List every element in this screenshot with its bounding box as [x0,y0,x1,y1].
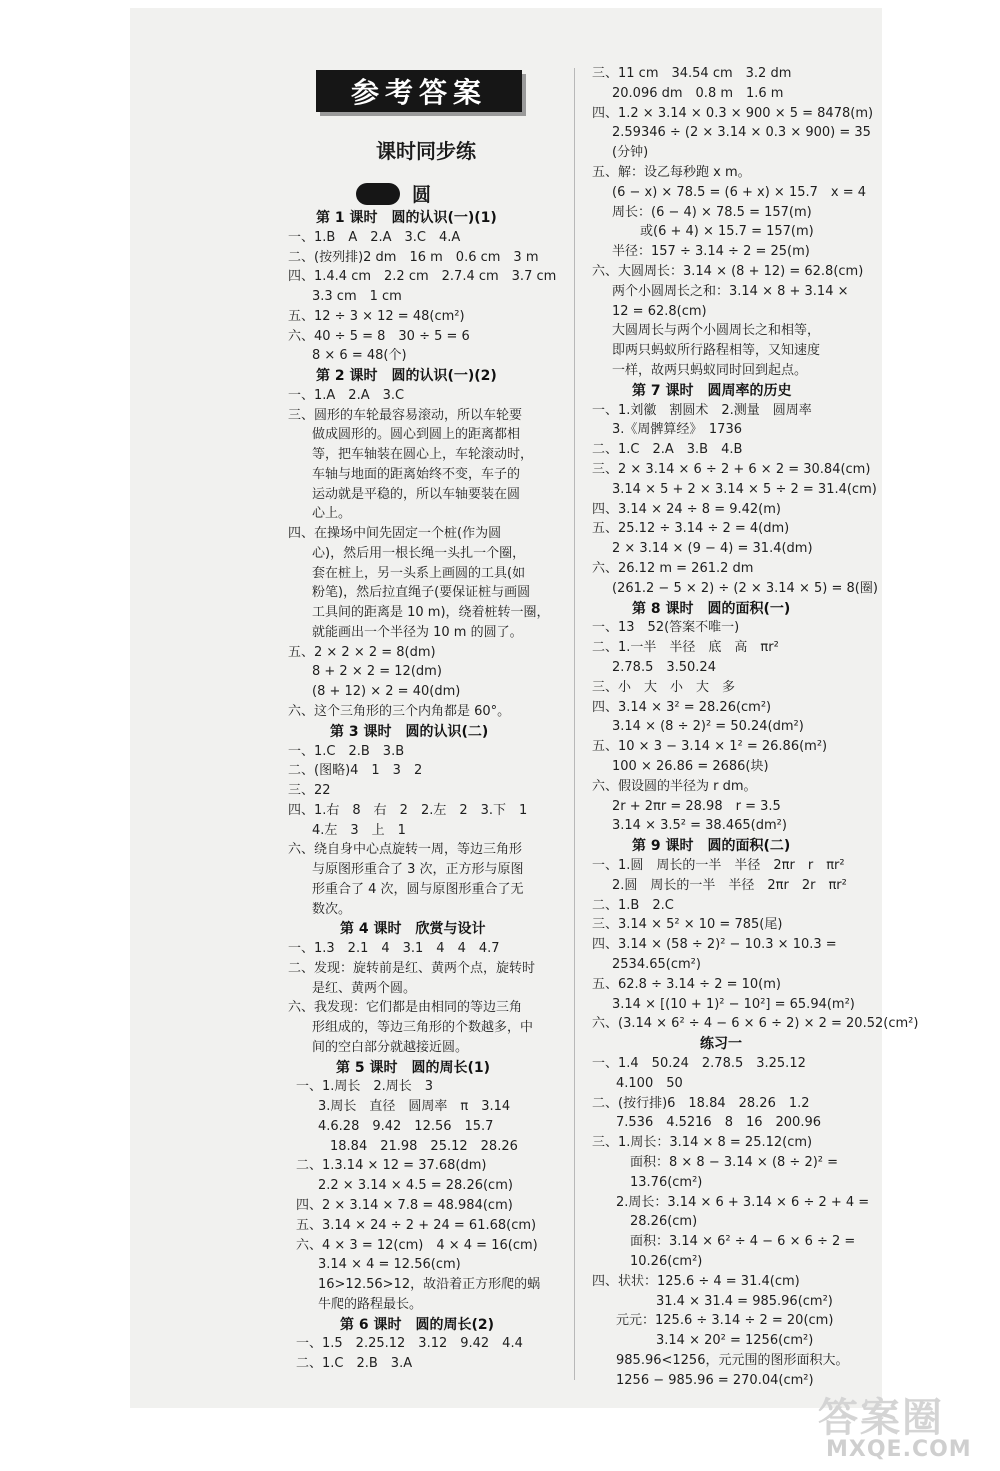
answer-line: 一、1.A 2.A 3.C [288,387,405,403]
watermark-url: MXQE.COM [826,1437,972,1462]
answer-line: 2.78.5 3.50.24 [612,660,716,675]
answer-line: (261.2 − 5 × 2) ÷ (2 × 3.14 × 5) = 8(圈) [612,580,878,596]
answer-line: 二、1.C 2.A 3.B 4.B [592,442,743,458]
answer-line: 数次。 [312,901,352,917]
answer-line: 三、22 [288,783,331,799]
answer-line: 六、40 ÷ 5 = 8 30 ÷ 5 = 6 [288,328,470,344]
answer-line: 10.26(cm²) [630,1254,703,1269]
answer-line: 8 × 6 = 48(个) [312,348,407,364]
answer-line: 面积：8 × 8 − 3.14 × (8 ÷ 2)² = [630,1155,839,1170]
answer-line: 二、(按行排)6 18.84 28.26 1.2 [592,1095,810,1111]
answer-line: 一、1.3 2.1 4 3.1 4 4 4.7 [288,941,500,957]
answer-line: 2.59346 ÷ (2 × 3.14 × 0.3 × 900) = 35 [612,125,871,141]
lesson-heading: 练习一 [700,1036,742,1053]
answer-line: 三、3.14 × 5² × 10 = 785(尾) [592,917,783,933]
answer-line: 2534.65(cm²) [612,957,701,972]
answer-line: 3.14 × 4 = 12.56(cm) [318,1257,461,1273]
unit-number-badge [356,183,400,205]
answer-line: 一、1.C 2.B 3.B [288,743,405,759]
answer-line: 二、(图略)4 1 3 2 [288,763,423,779]
answer-line: 31.4 × 31.4 = 985.96(cm²) [656,1293,833,1309]
answer-line: 一、13 52(答案不唯一) [592,620,740,636]
answer-line: 运动就是平稳的，所以车轴要装在圆 [312,486,521,502]
answer-line: 五、62.8 ÷ 3.14 ÷ 2 = 10(m) [592,976,781,992]
answer-line: 三、圆形的车轮最容易滚动，所以车轮要 [288,407,523,423]
answer-line: 形重合了 4 次，圆与原图形重合了无 [312,881,524,897]
answer-line: 12 = 62.8(cm) [612,303,707,319]
answer-line: 四、3.14 × 24 ÷ 8 = 9.42(m) [592,501,781,517]
answer-line: 3.14 × 20² = 1256(cm²) [656,1333,814,1349]
answer-line: 五、解：设乙每秒跑 x m。 [592,165,751,180]
answer-line: 3.14 × 5 + 2 × 3.14 × 5 ÷ 2 = 31.4(cm) [612,481,877,497]
answer-line: 2r + 2πr = 28.98 r = 3.5 [612,798,781,814]
answer-line: 一、1.刘徽 割圆术 2.测量 圆周率 [592,402,812,418]
answer-line: 8 + 2 × 2 = 12(dm) [312,664,442,680]
answer-line: (分钟) [612,145,649,161]
answer-line: 六、4 × 3 = 12(cm) 4 × 4 = 16(cm) [296,1237,538,1253]
answer-line: 二、发现：旋转前是红、黄两个点，旋转时 [288,960,536,976]
answer-line: 三、小 大 小 大 多 [592,679,736,695]
answer-line: 4.6.28 9.42 12.56 15.7 [318,1118,494,1134]
answer-line: 985.96<1256，元元围的图形面积大。 [616,1353,849,1368]
answer-line: 四、1.4.4 cm 2.2 cm 2.7.4 cm 3.7 cm [288,269,557,285]
answer-line: 五、3.14 × 24 ÷ 2 + 24 = 61.68(cm) [296,1217,537,1233]
answer-line: 二、1.一半 半径 底 高 πr² [592,640,779,656]
answer-line: 半径：157 ÷ 3.14 ÷ 2 = 25(m) [612,244,810,260]
answer-line: 3.14 × [(10 + 1)² − 10²] = 65.94(m²) [612,996,855,1012]
answer-line: 20.096 dm 0.8 m 1.6 m [612,85,784,101]
answer-line: 即两只蚂蚁所行路程相等，又知速度 [612,343,821,359]
answer-line: 2.2 × 3.14 × 4.5 = 28.26(cm) [318,1178,513,1194]
answer-line: 2 × 3.14 × (9 − 4) = 31.4(dm) [612,541,813,557]
answer-line: 2.周长：3.14 × 6 + 3.14 × 6 ÷ 2 + 4 = [616,1194,870,1210]
answer-line: 周长：(6 − 4) × 78.5 = 157(m) [612,204,812,220]
answer-line: 二、(按列排)2 dm 16 m 0.6 cm 3 m [288,249,539,265]
answer-line: 13.76(cm²) [630,1174,703,1190]
lesson-heading: 第 1 课时 圆的认识(一)(1) [316,210,497,226]
watermark-logo: 答案圈 [818,1395,944,1441]
answer-line: 三、2 × 3.14 × 6 ÷ 2 + 6 × 2 = 30.84(cm) [592,462,871,477]
answer-line: 1256 − 985.96 = 270.04(cm²) [616,1372,814,1388]
answer-line: 3.14 × 3.5² = 38.465(dm²) [612,818,787,834]
answer-line: 等，把车轴装在圆心上，车轮滚动时， [312,447,534,463]
answer-line: 或(6 + 4) × 15.7 = 157(m) [640,224,814,240]
answer-line: 一、1.圆 周长的一半 半径 2πr r πr² [592,858,845,873]
answer-line: 3.14 × (8 ÷ 2)² = 50.24(dm²) [612,719,804,735]
answer-line: 100 × 26.86 = 2686(块) [612,759,769,774]
answer-line: 四、2 × 3.14 × 7.8 = 48.984(cm) [296,1198,513,1213]
answer-line: 五、25.12 ÷ 3.14 ÷ 2 = 4(dm) [592,521,790,537]
lesson-heading: 第 7 课时 圆周率的历史 [632,382,792,399]
answer-line: 一、1.5 2.25.12 3.12 9.42 4.4 [296,1336,523,1352]
answer-line: 一、1.周长 2.周长 3 [296,1079,434,1095]
answer-line: 元元：125.6 ÷ 3.14 ÷ 2 = 20(cm) [616,1313,834,1329]
answer-line: 2.圆 周长的一半 半径 2πr 2r πr² [612,877,847,893]
answer-line: 车轴与地面的距离始终不变，车子的 [312,466,521,482]
answer-line: 四、3.14 × 3² = 28.26(cm²) [592,699,772,715]
unit-title: 圆 [412,184,432,206]
answer-line: 五、10 × 3 − 3.14 × 1² = 26.86(m²) [592,739,828,755]
answer-line: 四、1.右 8 右 2 2.左 2 3.下 1 [288,802,528,818]
answer-line: 心上。 [312,506,352,522]
answer-line: 一、1.4 50.24 2.78.5 3.25.12 [592,1056,806,1071]
answer-line: 三、1.周长：3.14 × 8 = 25.12(cm) [592,1135,813,1151]
answer-line: 套在桩上，另一头系上画圆的工具(如 [312,565,526,581]
answer-line: 7.536 4.5216 8 16 200.96 [616,1115,822,1131]
answer-line: (8 + 12) × 2 = 40(dm) [312,684,461,700]
answer-line: 3.3 cm 1 cm [312,289,402,305]
column-divider [574,68,575,1380]
section-subtitle: 课时同步练 [376,139,476,163]
answer-line: 18.84 21.98 25.12 28.26 [330,1138,518,1154]
answer-line: 做成圆形的。圆心到圆上的距离都相 [312,427,521,443]
lesson-heading: 第 9 课时 圆的面积(二) [632,838,791,855]
answer-line: 形组成的，等边三角形的个数越多，中 [312,1020,534,1036]
answer-key-title: 参考答案 [316,70,522,112]
answer-line: 心)，然后用一根长绳一头扎一个圈， [312,545,526,561]
answer-line: 三、11 cm 34.54 cm 3.2 dm [592,66,792,81]
answer-line: 16>12.56>12，故沿着正方形爬的蜗 [318,1277,541,1293]
answer-line: 一样，故两只蚂蚁同时回到起点。 [612,363,808,378]
answer-line: 粉笔)，然后拉直绳子(要保证桩与画圆 [312,585,531,601]
lesson-heading: 第 4 课时 欣赏与设计 [340,921,486,938]
answer-line: 五、2 × 2 × 2 = 8(dm) [288,644,436,660]
answer-line: 3.周长 直径 圆周率 π 3.14 [318,1099,511,1115]
answer-line: 就能画出一个半径为 10 m 的圆了。 [312,624,523,640]
answer-line: 四、在操场中间先固定一个桩(作为圆 [288,526,502,542]
lesson-heading: 第 8 课时 圆的面积(一) [632,600,791,617]
lesson-heading: 第 2 课时 圆的认识(一)(2) [316,368,497,385]
answer-line: 二、1.B 2.C [592,897,674,913]
answer-line: 四、3.14 × (58 ÷ 2)² − 10.3 × 10.3 = [592,937,837,953]
answer-line: 大圆周长与两个小圆周长之和相等， [612,323,821,339]
answer-line: 28.26(cm) [630,1214,698,1230]
answer-line: 四、状状：125.6 ÷ 4 = 31.4(cm) [592,1273,800,1289]
answer-line: 六、绕自身中心点旋转一周，等边三角形 [288,842,523,858]
answer-line: 3.《周髀算经》 1736 [612,422,742,438]
answer-line: 二、1.3.14 × 12 = 37.68(dm) [296,1158,487,1174]
answer-line: 六、大圆周长：3.14 × (8 + 12) = 62.8(cm) [592,264,864,279]
lesson-heading: 第 3 课时 圆的认识(二) [330,723,489,740]
lesson-heading: 第 6 课时 圆的周长(2) [340,1316,495,1333]
lesson-heading: 第 5 课时 圆的周长(1) [336,1059,491,1076]
answer-line: 间的空白部分就越接近圆。 [312,1039,469,1055]
answer-line: 二、1.C 2.B 3.A [296,1356,413,1372]
answer-line: 牛爬的路程最长。 [318,1296,423,1312]
answer-line: (6 − x) × 78.5 = (6 + x) × 15.7 x = 4 [612,184,867,200]
answer-line: 面积：3.14 × 6² ÷ 4 − 6 × 6 ÷ 2 = [630,1234,856,1250]
answer-line: 六、26.12 m = 261.2 dm [592,561,754,576]
answer-line: 六、(3.14 × 6² ÷ 4 − 6 × 6 ÷ 2) × 2 = 20.52(cm²) [592,1016,919,1032]
answer-line: 五、12 ÷ 3 × 12 = 48(cm²) [288,308,465,324]
answer-line: 六、假设圆的半径为 r dm。 [592,778,757,794]
answer-line: 六、这个三角形的三个内角都是 60°。 [288,704,511,719]
answer-line: 六、我发现：它们都是由相同的等边三角 [288,1000,523,1016]
answer-line: 与原图形重合了 3 次，正方形与原图 [312,862,524,878]
answer-line: 四、1.2 × 3.14 × 0.3 × 900 × 5 = 8478(m) [592,105,874,121]
answer-line: 两个小圆周长之和：3.14 × 8 + 3.14 × [612,283,849,299]
answer-line: 是红、黄两个圆。 [312,980,417,996]
answer-line: 4.左 3 上 1 [312,822,406,838]
answer-line: 一、1.B A 2.A 3.C 4.A [288,229,461,245]
answer-line: 4.100 50 [616,1075,683,1091]
answer-line: 工具间的距离是 10 m)，绕着桩转一圈， [312,605,550,621]
